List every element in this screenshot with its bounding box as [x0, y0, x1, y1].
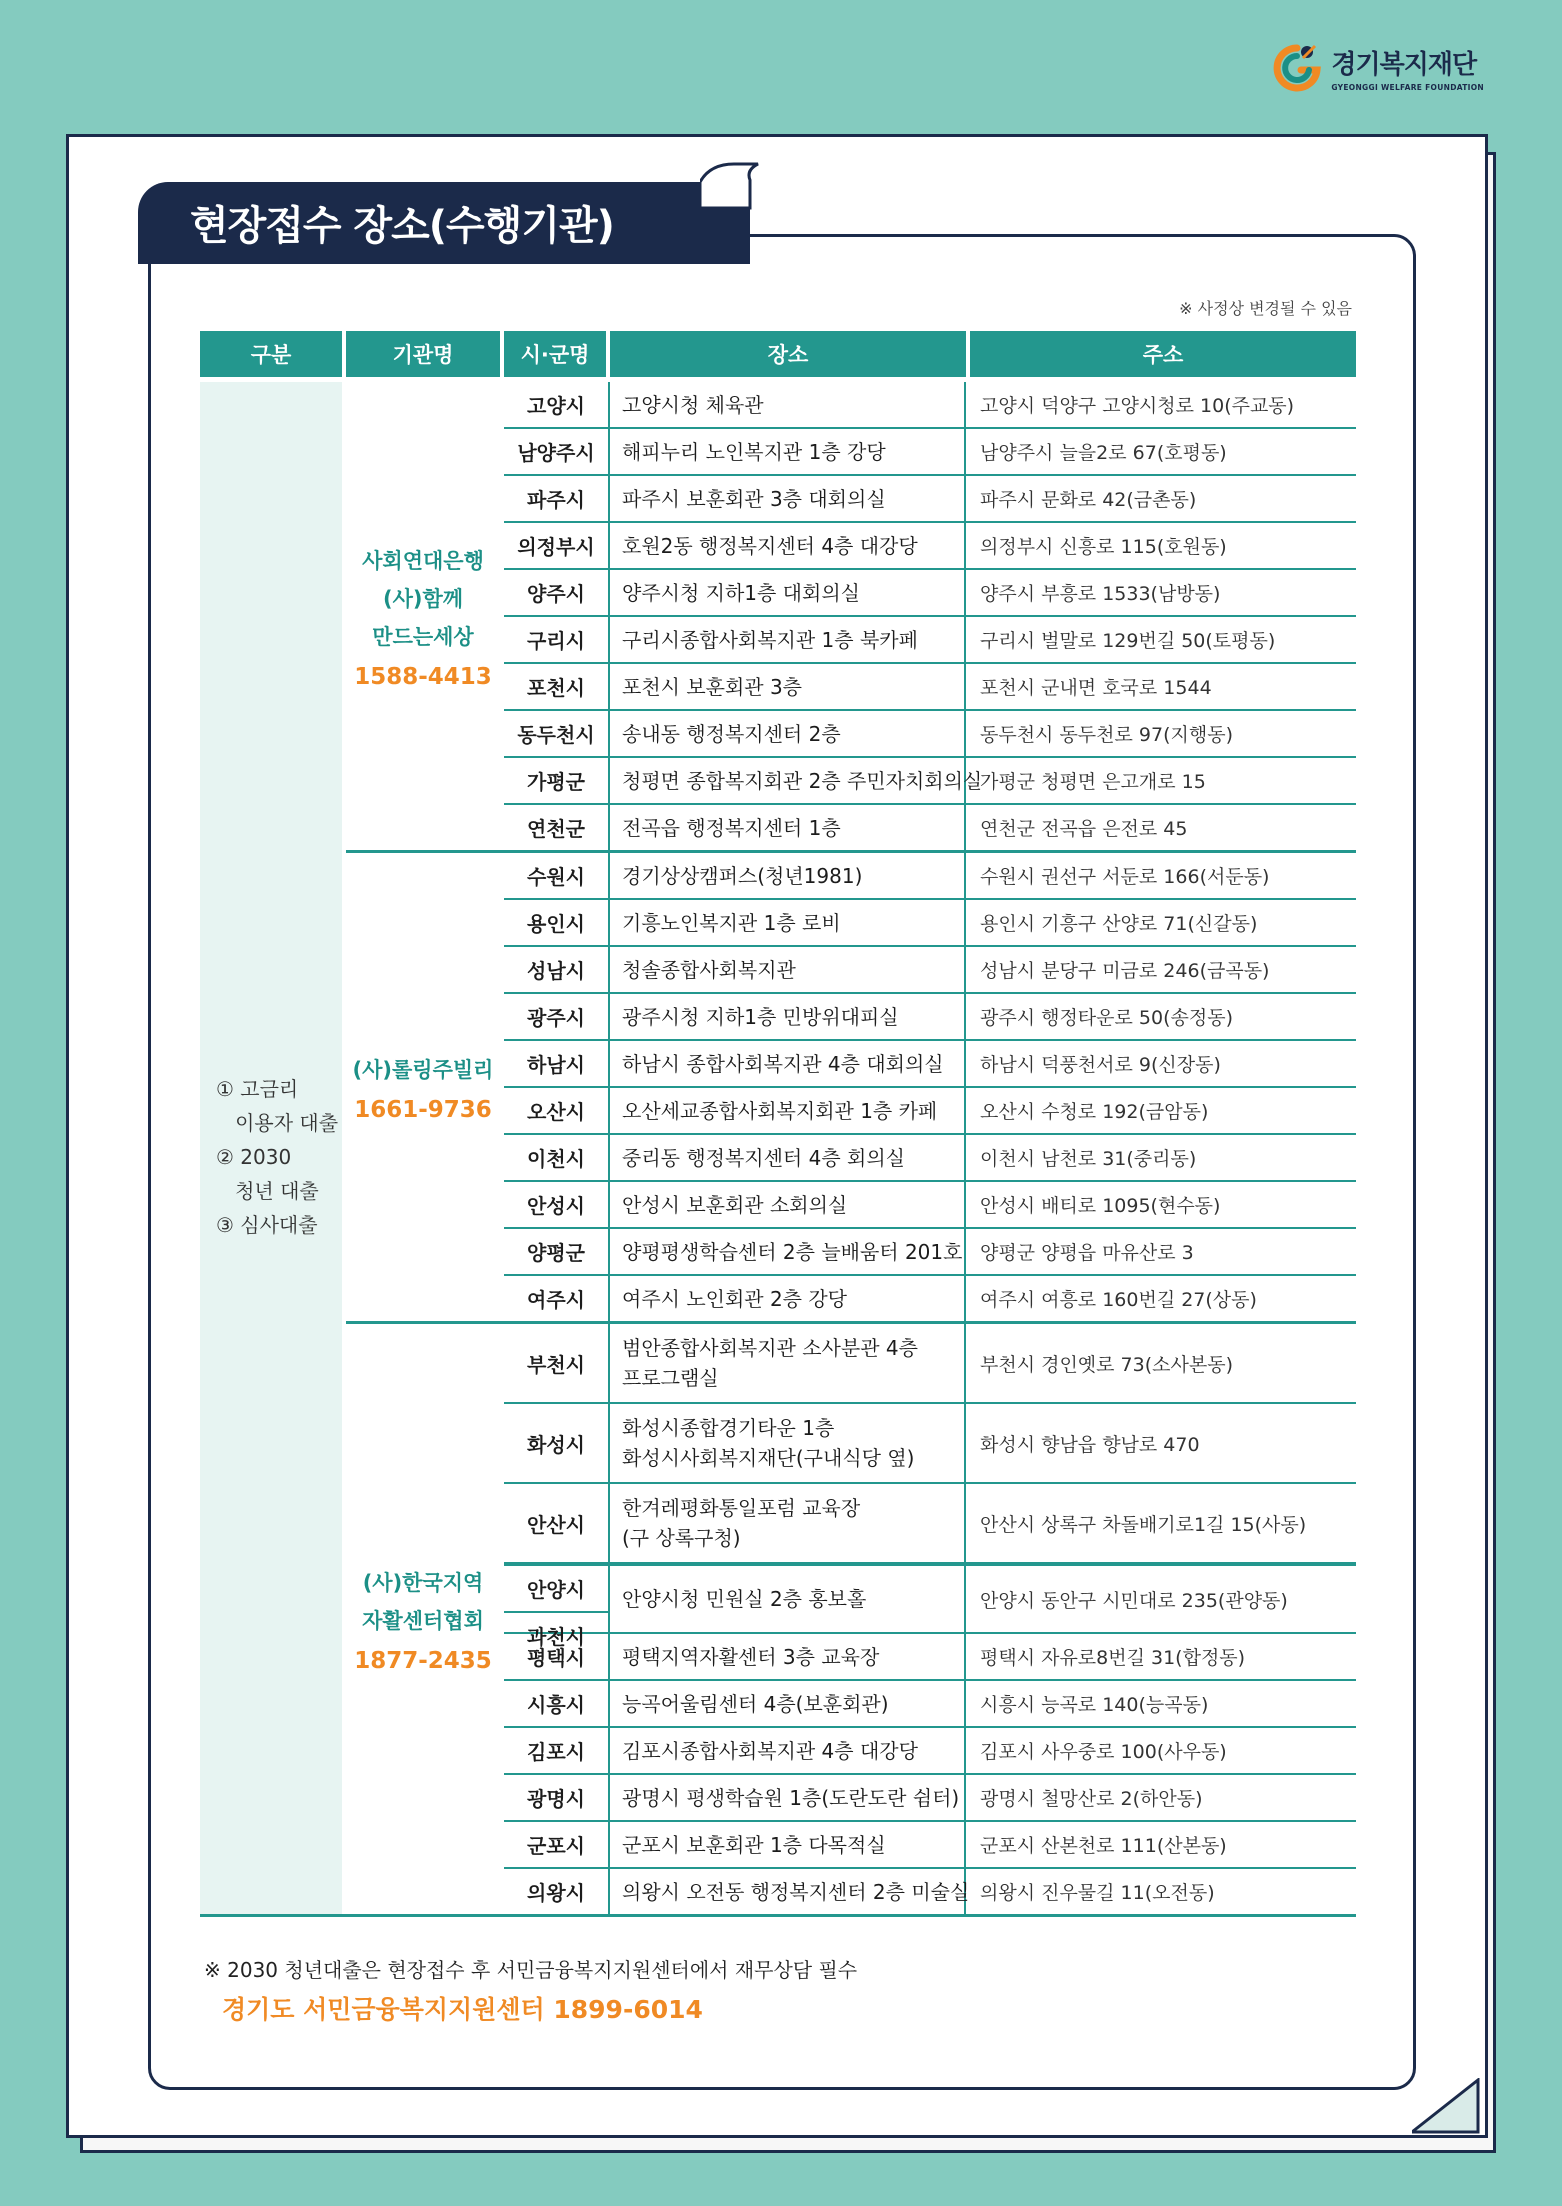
venue-rows [504, 1324, 1356, 1914]
address-cell: 의왕시 진우물길 11(오전동) [980, 1882, 1215, 1904]
place-cell: 오산세교종합사회복지회관 1층 카페 [610, 1088, 966, 1133]
agency-name: (사)롤링주빌리 [352, 1058, 494, 1082]
city-cell: 의정부시 [504, 523, 610, 568]
table-row [504, 1086, 1356, 1133]
place-cell: 양주시청 지하1층 대회의실 [610, 570, 966, 615]
footer-note: ※ 2030 청년대출은 현장접수 후 서민금융복지지원센터에서 재무상담 필수 [204, 1958, 858, 1982]
address-cell: 군포시 산본천로 111(산본동) [980, 1835, 1227, 1857]
category-column [200, 382, 342, 1914]
header-place: 장소 [610, 331, 966, 377]
place-cell: 김포시종합사회복지관 4층 대강당 [610, 1728, 966, 1773]
table-row [504, 945, 1356, 992]
place-cell: 청평면 종합복지회관 2층 주민자치회의실 [610, 758, 966, 803]
footer-center-phone: 경기도 서민금융복지지원센터 1899-6014 [222, 1995, 703, 2024]
city-cell: 광주시 [504, 994, 610, 1039]
place-cell: 군포시 보훈회관 1층 다목적실 [610, 1822, 966, 1867]
agency-phone: 1661-9736 [354, 1097, 492, 1123]
place-cell: 중리동 행정복지센터 4층 회의실 [610, 1135, 966, 1180]
place-cell: 호원2동 행정복지센터 4층 대강당 [610, 523, 966, 568]
table-row [504, 709, 1356, 756]
agency-info [346, 853, 500, 1321]
table-row [504, 1820, 1356, 1867]
address-cell: 여주시 여흥로 160번길 27(상동) [980, 1289, 1257, 1311]
place-cell: 범안종합사회복지관 소사분관 4층 프로그램실 [610, 1324, 966, 1402]
address-cell: 부천시 경인옛로 73(소사본동) [980, 1353, 1233, 1376]
city-cell: 평택시 [504, 1634, 610, 1679]
logo-name: 경기복지재단 [1331, 50, 1477, 80]
city-cell: 군포시 [504, 1822, 610, 1867]
agency-phone: 1877-2435 [354, 1648, 492, 1674]
city-cell: 양평군 [504, 1229, 610, 1274]
city-cell: 이천시 [504, 1135, 610, 1180]
city-cell: 성남시 [504, 947, 610, 992]
table-row [504, 1482, 1356, 1564]
table-row [504, 1632, 1356, 1679]
table-body [200, 377, 1356, 1917]
agency-group-3 [346, 1321, 1356, 1914]
address-cell: 안성시 배티로 1095(현수동) [980, 1195, 1221, 1217]
city-cell: 안산시 [504, 1484, 610, 1562]
address-cell: 오산시 수청로 192(금암동) [980, 1101, 1209, 1123]
table-row [504, 992, 1356, 1039]
table-row [504, 1180, 1356, 1227]
address-cell: 양평군 양평읍 마유산로 3 [980, 1242, 1194, 1264]
city-cell: 하남시 [504, 1041, 610, 1086]
place-cell: 해피누리 노인복지관 1층 강당 [610, 429, 966, 474]
header-category: 구분 [200, 331, 342, 377]
place-cell: 양평평생학습센터 2층 늘배움터 201호 [610, 1229, 966, 1274]
address-cell: 구리시 벌말로 129번길 50(토평동) [980, 630, 1276, 652]
table-row [504, 898, 1356, 945]
header-address: 주소 [970, 331, 1356, 377]
address-cell: 파주시 문화로 42(금촌동) [980, 489, 1197, 511]
city-cell: 연천군 [504, 805, 610, 850]
city-cell: 포천시 [504, 664, 610, 709]
place-cell: 화성시종합경기타운 1층 화성시사회복지재단(구내식당 옆) [610, 1404, 966, 1482]
address-cell: 평택시 자유로8번길 31(합정동) [980, 1647, 1246, 1669]
address-cell: 남양주시 늘을2로 67(호평동) [980, 442, 1227, 464]
address-cell: 하남시 덕풍천서로 9(신장동) [980, 1054, 1221, 1076]
place-cell: 광주시청 지하1층 민방위대피실 [610, 994, 966, 1039]
place-cell: 구리시종합사회복지관 1층 북카페 [610, 617, 966, 662]
table-row [504, 1039, 1356, 1086]
table-row [504, 427, 1356, 474]
table-row [504, 756, 1356, 803]
agency-info [346, 1324, 500, 1914]
table-row-merged [504, 1564, 1356, 1649]
venue-rows [504, 382, 1356, 850]
agency-name: 사회연대은행 (사)함께 만드는세상 [362, 549, 484, 649]
place-cell: 고양시청 체육관 [610, 382, 966, 427]
table-row [504, 1324, 1356, 1402]
city-cell: 화성시 [504, 1404, 610, 1482]
table-row [504, 1867, 1356, 1914]
place-cell: 안성시 보훈회관 소회의실 [610, 1182, 966, 1227]
city-cell: 의왕시 [504, 1869, 610, 1914]
agency-info [346, 382, 500, 850]
table-row [504, 615, 1356, 662]
address-cell: 양주시 부흥로 1533(남방동) [980, 583, 1221, 605]
city-cell: 안성시 [504, 1182, 610, 1227]
foundation-logo [1271, 42, 1484, 94]
table-row [504, 382, 1356, 427]
address-cell: 고양시 덕양구 고양시청로 10(주교동) [980, 395, 1295, 417]
table-row [504, 1133, 1356, 1180]
city-cell: 용인시 [504, 900, 610, 945]
city-cell: 오산시 [504, 1088, 610, 1133]
city-cell: 안양시 [527, 1578, 585, 1602]
address-cell: 포천시 군내면 호국로 1544 [980, 677, 1212, 699]
city-cell: 부천시 [504, 1324, 610, 1402]
header-agency: 기관명 [346, 331, 500, 377]
place-cell: 능곡어울림센터 4층(보훈회관) [610, 1681, 966, 1726]
agency-name: (사)한국지역 자활센터협회 [362, 1571, 484, 1633]
logo-mark-icon [1271, 42, 1323, 94]
address-cell: 시흥시 능곡로 140(능곡동) [980, 1694, 1209, 1716]
city-cell: 남양주시 [504, 429, 610, 474]
address-cell: 용인시 기흥구 산양로 71(신갈동) [980, 913, 1258, 935]
ribbon-curl-icon [700, 150, 760, 210]
venue-table [200, 331, 1356, 1917]
table-row [504, 803, 1356, 850]
place-cell: 하남시 종합사회복지관 4층 대회의실 [610, 1041, 966, 1086]
address-cell: 안산시 상록구 차돌배기로1길 15(사동) [980, 1513, 1307, 1536]
address-cell: 화성시 향남읍 향남로 470 [980, 1433, 1200, 1456]
table-row [504, 1227, 1356, 1274]
address-cell: 광명시 철망산로 2(하안동) [980, 1788, 1203, 1810]
place-cell: 포천시 보훈회관 3층 [610, 664, 966, 709]
loan-categories: ① 고금리 이용자 대출 ② 2030 청년 대출 ③ 심사대출 [216, 1077, 339, 1237]
table-row [504, 1274, 1356, 1321]
agency-group-2 [346, 850, 1356, 1321]
address-cell: 이천시 남천로 31(중리동) [980, 1148, 1197, 1170]
place-cell: 광명시 평생학습원 1층(도란도란 쉼터) [610, 1775, 966, 1820]
table-row [504, 474, 1356, 521]
city-cell: 동두천시 [504, 711, 610, 756]
table-header [200, 331, 1356, 377]
venue-rows [504, 853, 1356, 1321]
city-cell: 가평군 [504, 758, 610, 803]
city-cell: 과천시 [504, 1611, 608, 1658]
table-row [504, 662, 1356, 709]
address-cell: 의정부시 신흥로 115(호원동) [980, 536, 1227, 558]
address-cell: 수원시 권선구 서둔로 166(서둔동) [980, 866, 1270, 888]
agency-phone: 1588-4413 [354, 664, 492, 690]
agency-group-1 [346, 382, 1356, 850]
place-cell: 한겨레평화통일포럼 교육장 (구 상록구청) [610, 1484, 966, 1562]
agency-groups [346, 382, 1356, 1914]
city-cell: 수원시 [504, 853, 610, 898]
address-cell: 안양시 동안구 시민대로 235(관양동) [980, 1589, 1288, 1612]
table-row [504, 853, 1356, 898]
address-cell: 광주시 행정타운로 50(송정동) [980, 1007, 1233, 1029]
address-cell: 동두천시 동두천로 97(지행동) [980, 724, 1233, 746]
table-row [504, 521, 1356, 568]
table-row [504, 1679, 1356, 1726]
place-cell: 청솔종합사회복지관 [610, 947, 966, 992]
address-cell: 성남시 분당구 미금로 246(금곡동) [980, 960, 1270, 982]
page-title: 현장접수 장소(수행기관) [190, 203, 614, 249]
address-cell: 가평군 청평면 은고개로 15 [980, 771, 1206, 793]
table-row [504, 1402, 1356, 1482]
city-cell: 구리시 [504, 617, 610, 662]
table-row [504, 568, 1356, 615]
logo-subtitle: GYEONGGI WELFARE FOUNDATION [1331, 83, 1484, 92]
address-cell: 김포시 사우중로 100(사우동) [980, 1741, 1227, 1763]
city-cell: 시흥시 [504, 1681, 610, 1726]
header-city: 시·군명 [504, 331, 606, 377]
table-row [504, 1726, 1356, 1773]
page-fold-corner [1412, 2078, 1480, 2134]
city-cell: 고양시 [504, 382, 610, 427]
change-notice: ※ 사정상 변경될 수 있음 [1179, 299, 1352, 318]
place-cell: 전곡읍 행정복지센터 1층 [610, 805, 966, 850]
place-cell: 안양시청 민원실 2층 홍보홀 [610, 1566, 966, 1632]
city-cell: 광명시 [504, 1775, 610, 1820]
city-cell: 파주시 [504, 476, 610, 521]
city-cell: 여주시 [504, 1276, 610, 1321]
city-cell: 김포시 [504, 1728, 610, 1773]
merged-cities [504, 1566, 610, 1649]
place-cell: 파주시 보훈회관 3층 대회의실 [610, 476, 966, 521]
place-cell: 여주시 노인회관 2층 강당 [610, 1276, 966, 1321]
place-cell: 평택지역자활센터 3층 교육장 [610, 1634, 966, 1679]
place-cell: 기흥노인복지관 1층 로비 [610, 900, 966, 945]
place-cell: 경기상상캠퍼스(청년1981) [610, 853, 966, 898]
table-row [504, 1773, 1356, 1820]
place-cell: 송내동 행정복지센터 2층 [610, 711, 966, 756]
city-cell: 양주시 [504, 570, 610, 615]
address-cell: 연천군 전곡읍 은전로 45 [980, 818, 1188, 840]
place-cell: 의왕시 오전동 행정복지센터 2층 미술실 [610, 1869, 966, 1914]
